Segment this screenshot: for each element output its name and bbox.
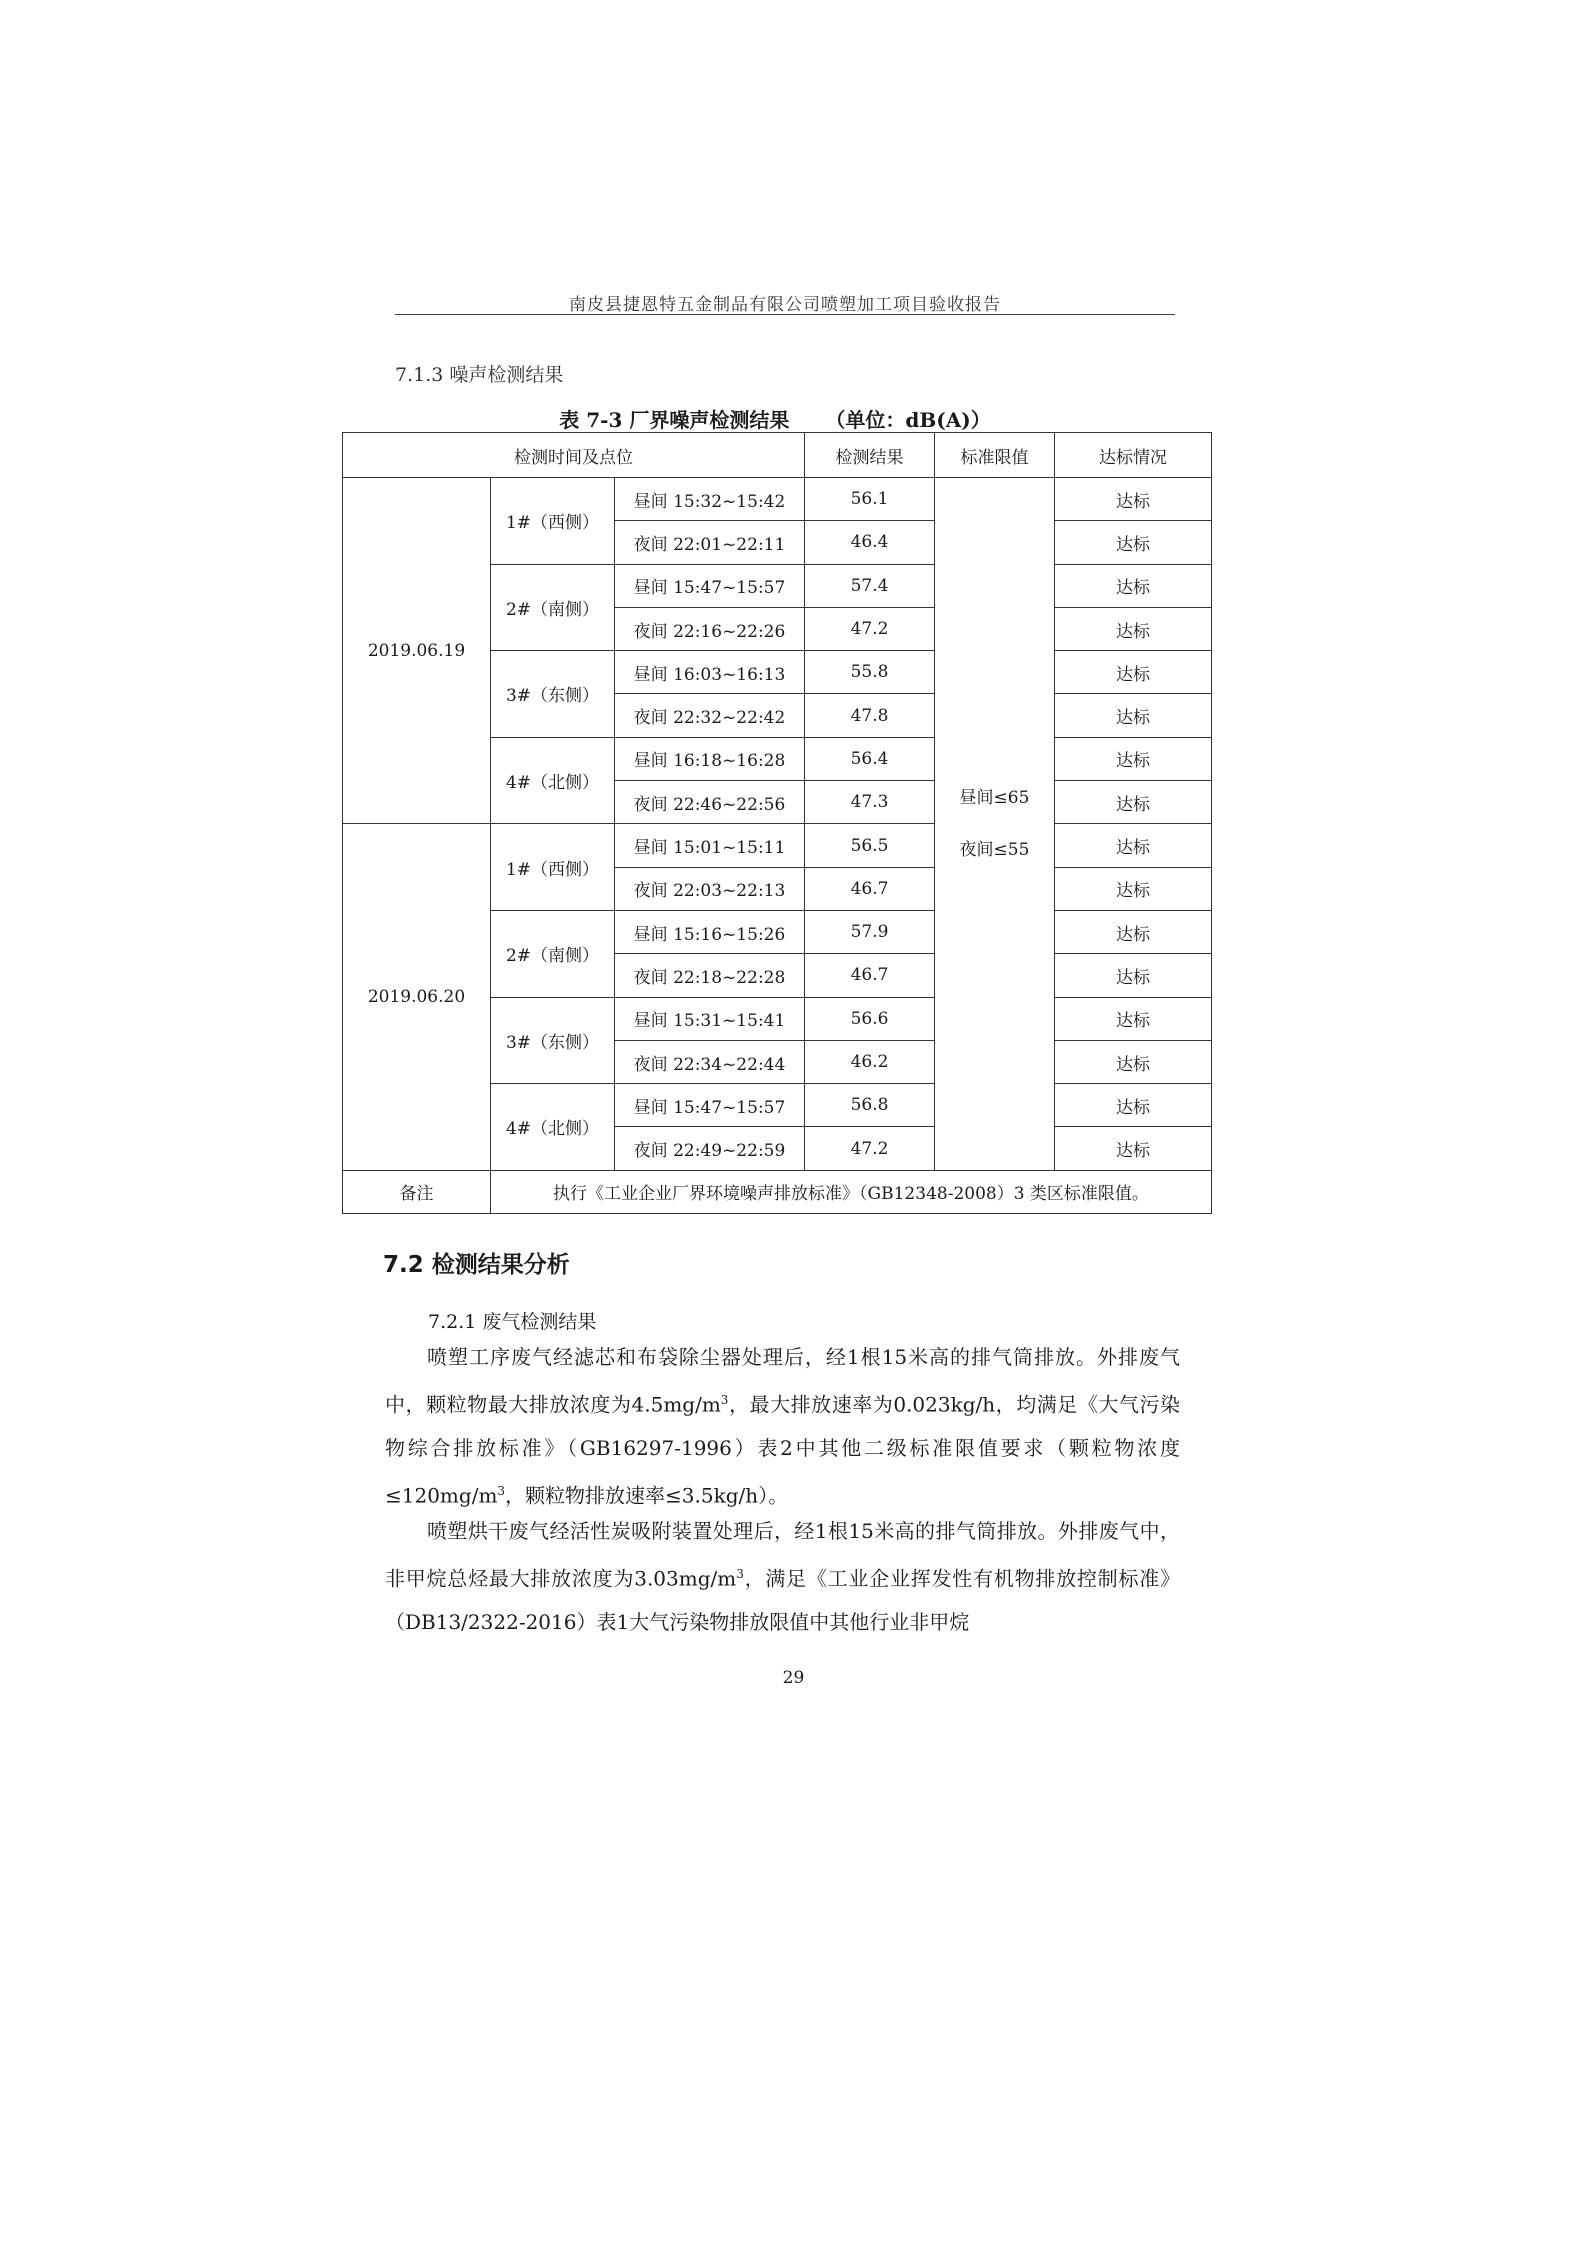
note-row <box>343 1170 1212 1213</box>
point-cell: 1#（西侧） <box>491 478 615 565</box>
paragraph-2 <box>385 1510 1180 1644</box>
value-cell: 46.2 <box>805 1040 935 1083</box>
value-cell: 56.1 <box>805 478 935 521</box>
value-cell: 56.5 <box>805 824 935 867</box>
value-cell: 47.2 <box>805 1127 935 1170</box>
header-status: 达标情况 <box>1055 433 1212 478</box>
period-cell: 夜间 22:01~22:11 <box>615 521 805 564</box>
value-cell: 46.7 <box>805 954 935 997</box>
value-cell: 56.4 <box>805 737 935 780</box>
value-cell: 56.6 <box>805 997 935 1040</box>
period-cell: 昼间 15:47~15:57 <box>615 1084 805 1127</box>
table-body <box>343 478 1212 1214</box>
status-cell: 达标 <box>1055 954 1212 997</box>
paragraph-1-sup-1: 3 <box>720 1393 729 1407</box>
status-cell: 达标 <box>1055 910 1212 953</box>
paragraph-1-part-a: 喷塑工序废气经滤芯和布袋除尘器处理后，经1根15米高的排气筒排放。外排废气中，颗粒物最大排放浓度为4.5mg/m <box>385 1345 1180 1417</box>
point-cell: 4#（北侧） <box>491 737 615 824</box>
status-cell: 达标 <box>1055 651 1212 694</box>
value-cell: 46.4 <box>805 521 935 564</box>
period-cell: 夜间 22:32~22:42 <box>615 694 805 737</box>
period-cell: 夜间 22:46~22:56 <box>615 781 805 824</box>
status-cell: 达标 <box>1055 1084 1212 1127</box>
period-cell: 夜间 22:18~22:28 <box>615 954 805 997</box>
period-cell: 昼间 16:18~16:28 <box>615 737 805 780</box>
point-cell: 1#（西侧） <box>491 824 615 911</box>
header-time-point: 检测时间及点位 <box>343 433 805 478</box>
paragraph-1-part-b: ，最大排放速率为0.023kg/h，均满足《大气污染物综合排放标准》（GB16297-1996）表2中其他二级标准限值要求（颗粒物浓度≤120mg/m <box>385 1392 1181 1508</box>
status-cell: 达标 <box>1055 824 1212 867</box>
value-cell: 57.9 <box>805 910 935 953</box>
status-cell: 达标 <box>1055 478 1212 521</box>
paragraph-1-sup-2: 3 <box>497 1483 506 1498</box>
value-cell: 47.8 <box>805 694 935 737</box>
point-cell: 3#（东侧） <box>491 651 615 738</box>
period-cell: 昼间 15:16~15:26 <box>615 910 805 953</box>
value-cell: 57.4 <box>805 564 935 607</box>
table-header-row <box>343 433 1212 478</box>
status-cell: 达标 <box>1055 1040 1212 1083</box>
period-cell: 昼间 15:47~15:57 <box>615 564 805 607</box>
table-caption-title: 表 7-3 厂界噪声检测结果 <box>559 408 790 432</box>
period-cell: 昼间 16:03~16:13 <box>615 651 805 694</box>
value-cell: 47.2 <box>805 607 935 650</box>
point-cell: 2#（南侧） <box>491 910 615 997</box>
value-cell: 47.3 <box>805 781 935 824</box>
paragraph-1 <box>385 1336 1180 1517</box>
limit-night: 夜间≤55 <box>959 839 1030 860</box>
table-caption <box>340 404 1210 433</box>
note-text: 执行《工业企业厂界环境噪声排放标准》（GB12348-2008）3 类区标准限值。 <box>491 1170 1212 1213</box>
point-cell: 3#（东侧） <box>491 997 615 1084</box>
page-number: 29 <box>782 1668 805 1688</box>
status-cell: 达标 <box>1055 737 1212 780</box>
table-caption-unit: （单位：dB(A)） <box>825 408 991 432</box>
table-row <box>343 824 1212 867</box>
status-cell: 达标 <box>1055 607 1212 650</box>
paragraph-2-part-a: 喷塑烘干废气经活性炭吸附装置处理后，经1根15米高的排气筒排放。外排废气中，非甲烷总烃最大排放浓度为3.03mg/m <box>385 1519 1180 1591</box>
date-cell: 2019.06.19 <box>343 478 491 824</box>
paragraph-2-sup: 3 <box>736 1567 744 1581</box>
status-cell: 达标 <box>1055 781 1212 824</box>
period-cell: 夜间 22:03~22:13 <box>615 867 805 910</box>
subsection-2-title: 7.2.1 废气检测结果 <box>428 1311 597 1333</box>
section-title: 7.2 检测结果分析 <box>383 1252 570 1278</box>
paragraph-1-part-c: ，颗粒物排放速率≤3.5kg/h）。 <box>505 1483 789 1508</box>
value-cell: 56.8 <box>805 1084 935 1127</box>
period-cell: 夜间 22:34~22:44 <box>615 1040 805 1083</box>
value-cell: 46.7 <box>805 867 935 910</box>
period-cell: 昼间 15:01~15:11 <box>615 824 805 867</box>
period-cell: 昼间 15:31~15:41 <box>615 997 805 1040</box>
status-cell: 达标 <box>1055 564 1212 607</box>
header-limit: 标准限值 <box>935 433 1055 478</box>
header-result: 检测结果 <box>805 433 935 478</box>
subsection-title: 7.1.3 噪声检测结果 <box>395 364 564 386</box>
status-cell: 达标 <box>1055 521 1212 564</box>
note-label: 备注 <box>343 1170 491 1213</box>
point-cell: 4#（北侧） <box>491 1084 615 1171</box>
limit-day: 昼间≤65 <box>959 787 1030 808</box>
header-rule <box>395 314 1175 315</box>
standard-limit-cell <box>935 478 1055 1171</box>
date-cell: 2019.06.20 <box>343 824 491 1170</box>
period-cell: 夜间 22:16~22:26 <box>615 607 805 650</box>
page-header: 南皮县捷恩特五金制品有限公司喷塑加工项目验收报告 <box>569 295 1001 315</box>
status-cell: 达标 <box>1055 867 1212 910</box>
table-row <box>343 478 1212 521</box>
status-cell: 达标 <box>1055 997 1212 1040</box>
period-cell: 夜间 22:49~22:59 <box>615 1127 805 1170</box>
paragraph-2-part-b: ，满足《工业企业挥发性有机物排放控制标准》（DB13/2322-2016）表1大气污染物排放限值中其他行业非甲烷 <box>385 1566 1180 1634</box>
noise-results-table <box>342 432 1212 1214</box>
period-cell: 昼间 15:32~15:42 <box>615 478 805 521</box>
status-cell: 达标 <box>1055 1127 1212 1170</box>
point-cell: 2#（南侧） <box>491 564 615 651</box>
status-cell: 达标 <box>1055 694 1212 737</box>
value-cell: 55.8 <box>805 651 935 694</box>
